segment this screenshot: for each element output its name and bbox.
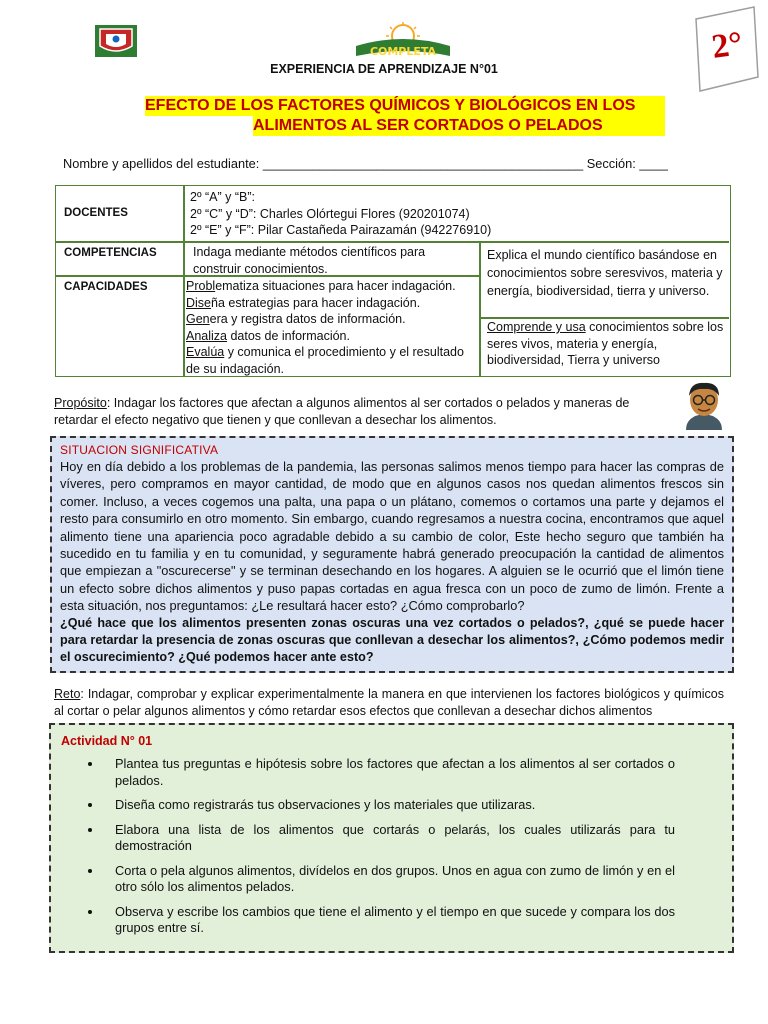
docentes-list <box>190 189 720 239</box>
reto-paragraph <box>54 686 724 720</box>
actividad-item: • Corta o pela algunos alimentos, divídelos en dos grupos. Unos en agua con zumo de limón y en el otro sólo los alimentos pelados. <box>103 863 675 896</box>
info-table <box>55 185 731 377</box>
actividad-box <box>49 723 734 953</box>
situacion-title: SITUACION SIGNIFICATIVA <box>60 443 219 457</box>
main-title-line1: EFECTO DE LOS FACTORES QUÍMICOS Y BIOLÓGICOS EN LOS <box>145 96 665 116</box>
actividad-item: • Observa y escribe los cambios que tiene el alimento y el tiempo en que sucede y compara los dos grupos entre sí. <box>103 904 675 937</box>
competencia-indaga: Indaga mediante métodos científicos para construir conocimientos. <box>193 245 426 276</box>
proposito-text: : Indagar los factores que afectan a algunos alimentos al ser cortados o pelados y maneras de retardar el efecto negativo que tienen y que conllevan a desechar los alimentos. <box>54 396 630 427</box>
experience-title: EXPERIENCIA DE APRENDIZAJE N°01 <box>270 62 498 76</box>
capacidades-label: CAPACIDADES <box>64 281 148 293</box>
actividad-item: • Elabora una lista de los alimentos que cortarás o pelarás, los cuales utilizarás para tu demostración <box>103 822 675 855</box>
student-name-line: Nombre y apellidos del estudiante: _____________________________________________ Sección: ____ <box>63 156 668 171</box>
capacidad-item: Problematiza situaciones para hacer indagación. <box>186 279 456 293</box>
capacidades-indaga <box>186 278 478 377</box>
docentes-row: 2º “C” y “D”: Charles Olórtegui Flores (920201074) <box>190 206 470 221</box>
reto-text: : Indagar, comprobar y explicar experimentalmente la manera en que intervienen los factores biológicos y químicos al cortar o pelar algunos alimentos y cómo retardar esos efectos que conllevan a desechar dichos alimentos <box>54 687 724 718</box>
capacidad-item: Evalúa y comunica el procedimiento y el resultado de su indagación. <box>186 345 464 376</box>
main-title-line2: ALIMENTOS AL SER CORTADOS O PELADOS <box>253 116 665 136</box>
proposito-paragraph <box>54 395 664 429</box>
reto-label: Reto <box>54 687 81 701</box>
capacidad-item: Analiza datos de información. <box>186 328 350 343</box>
situacion-text: Hoy en día debido a los problemas de la pandemia, las personas salimos menos tiempo para hacer las compras de víveres, pero compramos en mayor cantidad, de modo que en algunos casos nos quedan alimentos frescos sin comer. Incluso, a veces cogemos una palta, una papa o un plátano, comemos o cortamos una parte y dejamos el resto para consumirlo en otro momento. Sin embargo, cuando regresamos a nuestra cocina, encontramos que aquel alimento tiene una apariencia poco agradable debido a su cambio de color, Este hecho seguro que también ha sucedido en tu familia y en tu comunidad, y seguramente habrá generado preocupación la cantidad de alimentos que empiezan a "oscurecerse" y se terminan desechando en los hogares. A alguien se le ocurrió que el limón tiene un efecto sobre dichos alimentos y puso papas cortadas en agua fresca con un poco de zumo de limón. Frente a esta situación, nos preguntamos: ¿Le resultará hacer esto? ¿Cómo comprobarlo? <box>60 459 724 614</box>
logo-text: COMPLETA <box>369 45 437 58</box>
actividad-item: • Diseña como registrarás tus observaciones y los materiales que utilizaras. <box>103 797 675 814</box>
teacher-avatar-icon <box>676 378 732 430</box>
docentes-row: 2º “A” y “B”: <box>190 190 255 204</box>
main-title <box>145 96 665 136</box>
school-crest-logo <box>94 24 138 58</box>
capacidad-item: Diseña estrategias para hacer indagación. <box>186 295 421 310</box>
jornada-completa-logo <box>352 22 454 62</box>
competencias-label: COMPETENCIAS <box>64 247 157 259</box>
grade-badge <box>692 5 762 95</box>
actividad-item: • Plantea tus preguntas e hipótesis sobre los factores que afectan a los alimentos al ser cortados o pelados. <box>103 756 675 789</box>
situacion-significativa-box <box>50 436 734 673</box>
grade-text: 2° <box>709 25 745 66</box>
docentes-label: DOCENTES <box>64 207 128 219</box>
capacidad-item: Genera y registra datos de información. <box>186 312 406 326</box>
capacidades-explica: Comprende y usa conocimientos sobre los seres vivos, materia y energía, biodiversidad, Tierra y universo <box>487 320 724 367</box>
competencia-explica: Explica el mundo científico basándose en conocimientos sobre seresvivos, materia y energía, biodiversidad, tierra y universo. <box>487 248 723 298</box>
actividad-title: Actividad N° 01 <box>61 734 153 748</box>
situacion-questions: ¿Qué hace que los alimentos presenten zonas oscuras una vez cortados o pelados?, ¿qué se puede hacer para retardar la presencia de zonas oscuras que conllevan a desechar los alimentos?, ¿Cómo podemos medir el oscurecimiento? ¿Qué podemos hacer ante esto? <box>60 615 724 665</box>
proposito-label: Propósito <box>54 396 107 410</box>
actividad-list <box>61 756 722 937</box>
docentes-row: 2º “E” y “F”: Pilar Castañeda Pairazamán (942276910) <box>190 223 492 237</box>
